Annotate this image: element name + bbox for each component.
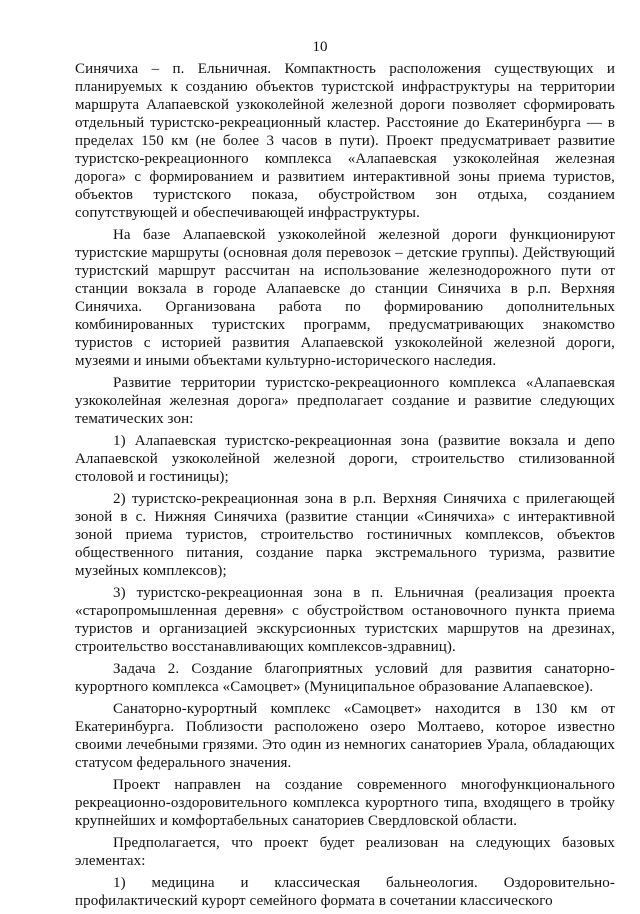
list-item: 3) туристско-рекреационная зона в п. Ельничная (реализация проекта «старопромышленная деревня» с обустройством остановочного пункта приема туристов и организацией экскурсионных туристских маршрутов на дрезинах, строительство восстанавливающих комплексов-здравниц). [75,585,615,655]
task-heading-paragraph: Задача 2. Создание благоприятных условий для развития санаторно-курортного комплекса «Самоцвет» (Муниципальное образование Алапаевское). [75,661,615,695]
paragraph: Проект направлен на создание современного многофункционального рекреационно-оздоровительного комплекса курортного типа, входящего в тройку крупнейших и комфортабельных санаториев Свердловской области. [75,777,615,829]
paragraph: Санаторно-курортный комплекс «Самоцвет» находится в 130 км от Екатеринбурга. Поблизости расположено озеро Молтаево, которое известно своими лечебными грязями. Это один из немногих санаториев Урала, обладающих статусом федерального значения. [75,701,615,771]
page-number: 10 [312,39,328,55]
list-item: 1) медицина и классическая бальнеология. Оздоровительно-профилактический курорт семейного формата в сочетании классического [75,875,615,909]
list-item: 1) Алапаевская туристско-рекреационная зона (развитие вокзала и депо Алапаевской узкоколейной железной дороги, строительство стилизованной столовой и гостиницы); [75,433,615,485]
paragraph: Предполагается, что проект будет реализован на следующих базовых элементах: [75,835,615,869]
paragraph: На базе Алапаевской узкоколейной железной дороги функционируют туристские маршруты (основная доля перевозок – детские группы). Действующий туристский маршрут рассчитан на использование железнодорожного пути от станции вокзала в городе Алапаевске до станции Синячиха в р.п. Верхняя Синячиха. Организована работа по формированию дополнительных комбинированных туристских программ, предусматривающих знакомство туристов с историей развития Алапаевской узкоколейной железной дороги, музеями и иными объектами культурно-исторического наследия. [75,227,615,369]
document-body [75,60,615,914]
list-item: 2) туристско-рекреационная зона в р.п. Верхняя Синячиха с прилегающей зоной в с. Нижняя Синячиха (развитие станции «Синячиха» с интерактивной зоной приема туристов, строительство гостиничных комплексов, объектов общественного питания, создание парка экстремального туризма, развитие музейных комплексов); [75,491,615,579]
paragraph: Развитие территории туристско-рекреационного комплекса «Алапаевская узкоколейная железная дорога» предполагает создание и развитие следующих тематических зон: [75,375,615,427]
paragraph: Синячиха – п. Ельничная. Компактность расположения существующих и планируемых к созданию объектов туристской инфраструктуры на территории маршрута Алапаевской узкоколейной железной дороги позволяет сформировать отдельный туристско-рекреационный кластер. Расстояние до Екатеринбурга — в пределах 150 км (не более 3 часов в пути). Проект предусматривает развитие туристско-рекреационного комплекса «Алапаевская узкоколейная железная дорога» с формированием и развитием интерактивной зоны приема туристов, объектов туристского показа, обустройством зон отдыха, созданием сопутствующей и обеспечивающей инфраструктуры. [75,61,615,221]
